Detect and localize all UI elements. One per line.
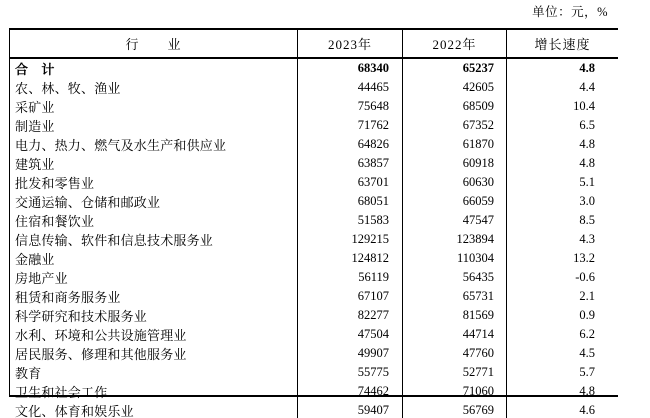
cell-growth: 13.2: [573, 251, 595, 265]
cell-v2023: 124812: [298, 249, 403, 268]
cell-growth: 4.8: [579, 61, 595, 75]
cell-v2023: 129215: [298, 230, 403, 249]
cell-v2022: 68509: [403, 97, 507, 116]
table-row: [10, 306, 618, 325]
column-header-2023: 2023年: [298, 30, 403, 57]
cell-industry: 建筑业: [10, 154, 298, 173]
cell-v2023: 44465: [298, 78, 403, 97]
cell-industry: 制造业: [10, 116, 298, 135]
table-row: [10, 116, 618, 135]
table-row: [10, 344, 618, 363]
table-row: [10, 249, 618, 268]
table-header-row: [10, 30, 618, 59]
cell-v2022: 61870: [403, 135, 507, 154]
cell-v2022: 81569: [403, 306, 507, 325]
table-row: [10, 135, 618, 154]
cell-v2023: 49907: [298, 344, 403, 363]
cell-industry: 金融业: [10, 249, 298, 268]
cell-v2022: 47547: [403, 211, 507, 230]
cell-v2022: 42605: [403, 78, 507, 97]
cell-v2022: 52771: [403, 363, 507, 382]
cell-v2023: 71762: [298, 116, 403, 135]
cell-growth: 10.4: [573, 99, 595, 113]
cell-v2022: 67352: [403, 116, 507, 135]
cell-industry: 租赁和商务服务业: [10, 287, 298, 306]
cell-growth: 5.1: [579, 175, 595, 189]
cell-industry: 批发和零售业: [10, 173, 298, 192]
cell-industry: 卫生和社会工作: [10, 382, 298, 401]
cell-growth: 3.0: [579, 194, 595, 208]
cell-industry: 农、林、牧、渔业: [10, 78, 298, 97]
cell-growth: 4.8: [579, 384, 595, 398]
cell-industry: 教育: [10, 363, 298, 382]
column-header-growth-rate: 增长速度: [534, 37, 591, 52]
table-row: [10, 268, 618, 287]
cell-v2023: 55775: [298, 363, 403, 382]
cell-v2022: 66059: [403, 192, 507, 211]
cell-industry: 交通运输、仓储和邮政业: [10, 192, 298, 211]
cell-industry: 住宿和餐饮业: [10, 211, 298, 230]
cell-industry: 合 计: [10, 59, 298, 78]
cell-growth: 4.5: [579, 346, 595, 360]
table-row: [10, 325, 618, 344]
cell-v2022: 56435: [403, 268, 507, 287]
cell-industry: 文化、体育和娱乐业: [10, 401, 298, 418]
cell-growth: 6.2: [579, 327, 595, 341]
cell-industry: 信息传输、软件和信息技术服务业: [10, 230, 298, 249]
cell-v2023: 51583: [298, 211, 403, 230]
cell-v2023: 68051: [298, 192, 403, 211]
cell-v2023: 75648: [298, 97, 403, 116]
cell-growth: 2.1: [579, 289, 595, 303]
cell-v2023: 56119: [298, 268, 403, 287]
cell-industry: 水利、环境和公共设施管理业: [10, 325, 298, 344]
table-row: [10, 401, 618, 418]
table-row: [10, 382, 618, 401]
cell-growth: 4.8: [579, 137, 595, 151]
cell-growth: 6.5: [579, 118, 595, 132]
cell-v2023: 63857: [298, 154, 403, 173]
table-row: [10, 154, 618, 173]
cell-v2023: 64826: [298, 135, 403, 154]
table-row: [10, 97, 618, 116]
cell-v2023: 74462: [298, 382, 403, 401]
cell-industry: 采矿业: [10, 97, 298, 116]
table-row: [10, 59, 618, 78]
cell-v2022: 56769: [403, 401, 507, 418]
cell-v2022: 71060: [403, 382, 507, 401]
table-row: [10, 287, 618, 306]
cell-industry: 科学研究和技术服务业: [10, 306, 298, 325]
cell-growth: 4.6: [579, 403, 595, 417]
table-row: [10, 173, 618, 192]
cell-v2022: 60630: [403, 173, 507, 192]
table-body: [10, 59, 618, 418]
cell-growth: 4.4: [579, 80, 595, 94]
cell-growth: 5.7: [579, 365, 595, 379]
table-row: [10, 211, 618, 230]
cell-v2023: 63701: [298, 173, 403, 192]
table-row: [10, 78, 618, 97]
table-row: [10, 192, 618, 211]
cell-v2022: 65731: [403, 287, 507, 306]
cell-v2023: 68340: [298, 59, 403, 78]
cell-v2023: 67107: [298, 287, 403, 306]
cell-growth: 4.8: [579, 156, 595, 170]
unit-label: 单位：元，%: [532, 5, 608, 19]
cell-v2022: 44714: [403, 325, 507, 344]
cell-v2023: 59407: [298, 401, 403, 418]
cell-v2022: 110304: [403, 249, 507, 268]
cell-industry: 房地产业: [10, 268, 298, 287]
cell-growth: -0.6: [575, 270, 595, 284]
cell-growth: 4.3: [579, 232, 595, 246]
industry-wage-table: [9, 28, 618, 418]
cell-growth: 8.5: [579, 213, 595, 227]
cell-v2023: 47504: [298, 325, 403, 344]
cell-v2022: 65237: [403, 59, 507, 78]
cell-v2022: 123894: [403, 230, 507, 249]
cell-v2022: 60918: [403, 154, 507, 173]
cell-industry: 居民服务、修理和其他服务业: [10, 344, 298, 363]
cell-growth: 0.9: [579, 308, 595, 322]
column-header-industry: 行 业: [10, 30, 298, 57]
column-header-2022: 2022年: [403, 30, 507, 57]
table-row: [10, 363, 618, 382]
cell-v2023: 82277: [298, 306, 403, 325]
table-row: [10, 230, 618, 249]
cell-industry: 电力、热力、燃气及水生产和供应业: [10, 135, 298, 154]
cell-v2022: 47760: [403, 344, 507, 363]
